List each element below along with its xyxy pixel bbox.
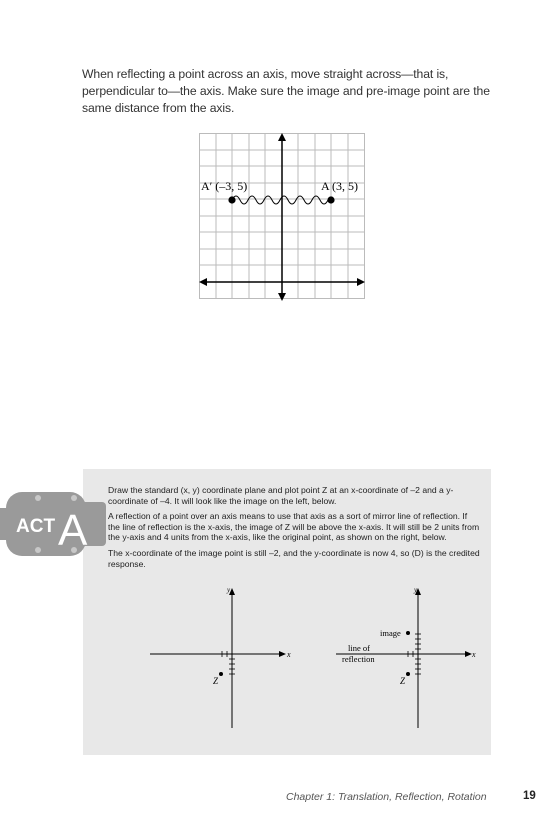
page-number: 19 — [523, 790, 536, 802]
badge-rivet — [71, 495, 77, 501]
x-axis-arrow — [465, 651, 472, 657]
act-badge-text: ACT — [16, 516, 56, 537]
intro-paragraph: When reflecting a point across an axis, move straight across—that is, perpendicular to—the axis. Make sure the image and pre-image point are the same distance from the axis. — [82, 67, 490, 115]
line-of-reflection-label-1: line of — [348, 643, 370, 653]
y-axis-arrow-up — [278, 133, 286, 141]
act-paragraph-1: Draw the standard (x, y) coordinate plane and plot point Z at an x-coordinate of –2 and a y-coordinate of –4. It will look like the image on the left, below. — [108, 485, 454, 506]
footer-chapter-title: Chapter 1: Translation, Reflection, Rotation — [286, 791, 487, 803]
act-paragraph-3: The x-coordinate of the image point is still –2, and the y-coordinate is now 4, so (D) is the credited response. — [108, 547, 480, 569]
line-of-reflection-label-2: reflection — [342, 654, 375, 664]
badge-rivet — [35, 547, 41, 553]
badge-rivet — [35, 495, 41, 501]
z-label: Z — [400, 676, 406, 686]
x-axis-arrow-right — [357, 278, 365, 286]
x-label: x — [472, 650, 476, 659]
grid-axes — [203, 137, 361, 297]
left-coordinate-plane — [146, 586, 296, 732]
reflection-grid-figure — [199, 133, 365, 301]
act-badge — [0, 488, 110, 560]
y-axis-arrow-down — [278, 293, 286, 301]
x-label: x — [287, 650, 291, 659]
image-label: image — [380, 628, 401, 638]
act-badge-letter: A — [58, 506, 88, 555]
point-z — [406, 672, 410, 676]
point-a-label: A (3, 5) — [321, 179, 358, 193]
right-coordinate-plane — [336, 586, 486, 732]
act-paragraph-2: A reflection of a point over an axis means to use that axis as a sort of mirror line of reflection. If the line of reflection is the x-axis, the image of Z will be above the x-axis. It will still be 2 units from the y-axis and 4 units from the x-axis, like the original point, as shown on the right, below. — [108, 511, 480, 543]
point-z — [219, 672, 223, 676]
point-a — [327, 196, 334, 203]
wavy-connector — [232, 196, 328, 204]
y-label: y — [227, 586, 231, 594]
point-a-prime-label: A′ (–3, 5) — [201, 179, 248, 193]
y-label: y — [414, 586, 418, 594]
point-a-prime — [228, 196, 235, 203]
image-point — [406, 631, 410, 635]
x-axis-arrow — [279, 651, 286, 657]
act-text-block — [108, 485, 480, 574]
z-label: Z — [213, 676, 219, 686]
x-axis-arrow-left — [199, 278, 207, 286]
